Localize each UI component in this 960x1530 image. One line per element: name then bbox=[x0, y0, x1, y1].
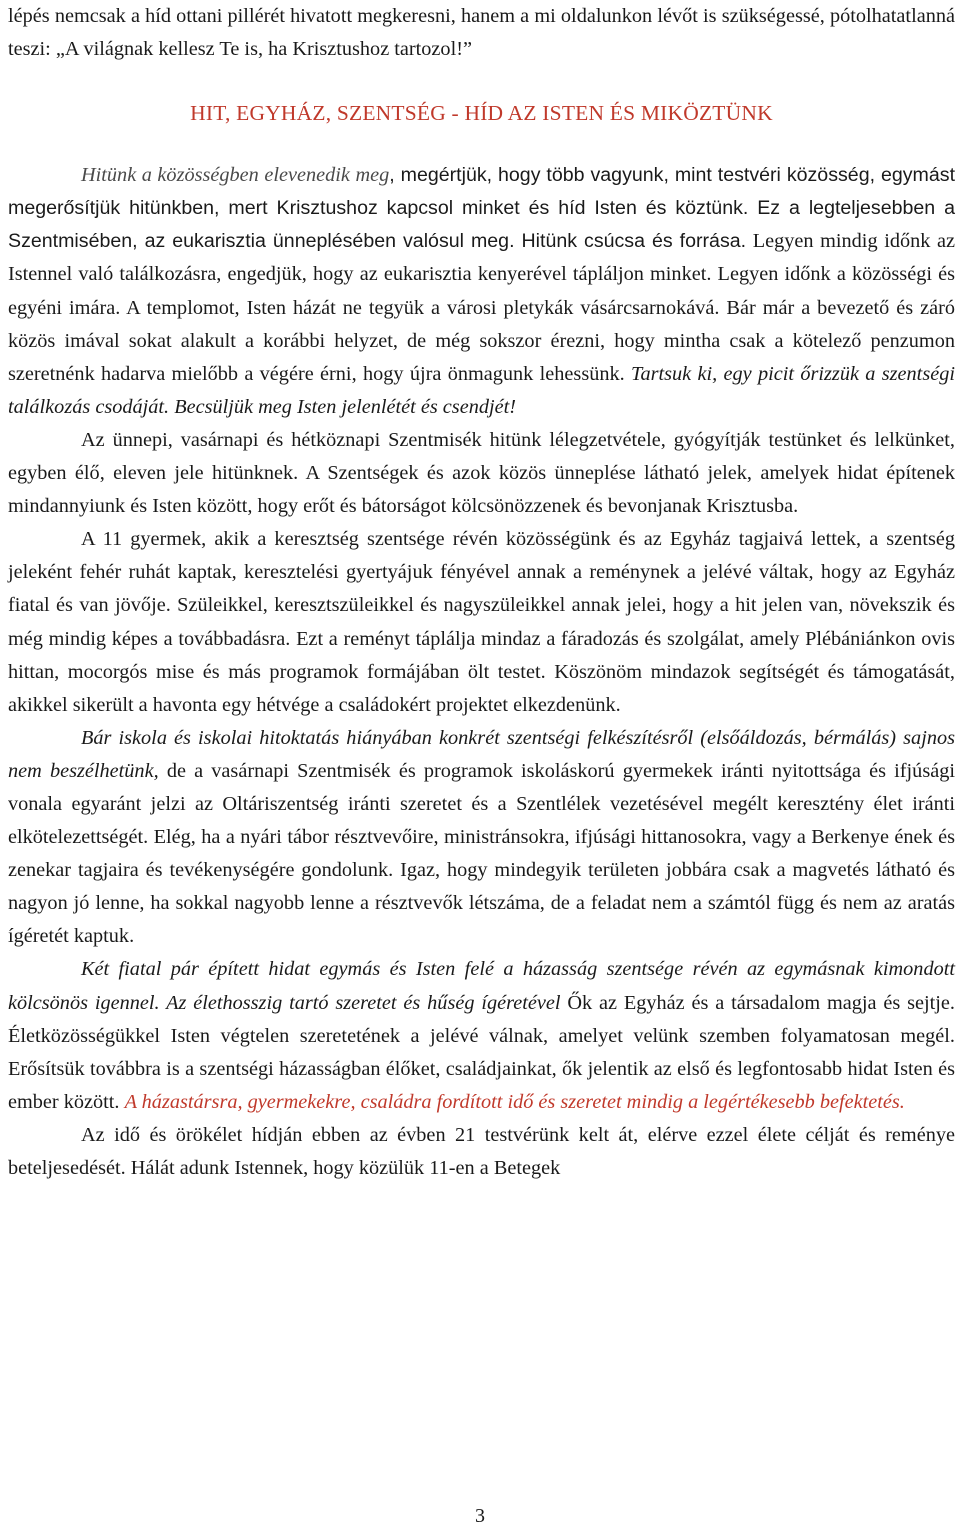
paragraph-text: Az idő és örökélet hídján ebben az évben 21 testvérünk kelt át, elérve ezzel élete célját és reménye beteljesedését. Hálát adunk Istennek, hogy közülük 11-en a Betegek bbox=[8, 1123, 955, 1179]
paragraph-text: Legyen mindig időnk az Istennel való találkozásra, engedjük, hogy az eukarisztia kenyerével tápláljon minket. Legyen időnk a közösségi és egyéni imára. A templomot, Isten házát ne tegyük a városi pletykák vásárcsarnokává. bbox=[8, 230, 956, 319]
paragraph-text: Ők az Egyház és a társadalom magja és sejtje. Életközösségükkel Isten végtelen szeretetének a jelévé válnak, amelyet velünk szemben folyamatosan megél. Erősítsük továbbra is a szentségi házasságban élőket, családjainkat, ők jelentik az első és legfontosabb hidat Isten és ember között. bbox=[8, 991, 955, 1113]
highlighted-phrase: A házastársra, gyermekekre, családra fordított idő és szeretet mindig a legértékesebb befektetés. bbox=[124, 1090, 905, 1113]
paragraph-baptism bbox=[8, 523, 955, 722]
paragraph-marriage bbox=[8, 953, 955, 1118]
paragraph-text: A 11 gyermek, akik a keresztség szentsége révén közösségünk és az Egyház tagjaivá lettek, a szentség jeleként fehér ruhát kaptak, keresztelési gyertyájuk fényével annak a reménynek a jelévé váltak, hogy az Egyház fiatal és van jövője. Szüleikkel, keresztszüleikkel és nagyszüleikkel annak jelei, hogy a hit jelen van, növekszik és még mindig képes a továbbadásra. Ezt a reményt táplálja mindaz a fáradozás és szolgálat, amely Plébániánkon ovis hittan, mocorgós mise és más programok formájában ölt testet. Köszönöm mindazok segítségét és támogatását, akikkel sikerült a havonta egy hétvége a családokért projektet elkezdenünk. bbox=[8, 528, 955, 716]
paragraph-text: Az ünnepi, vasárnapi és hétköznapi Szentmisék hitünk lélegzetvétele, gyógyítják testünket és lelkünket, egyben élő, eleven jele hitünknek. A Szentségek és azok közös ünneplése látható jelek, amelyek hidat építenek mindannyiunk és Isten között, hogy erőt és bátorságot kölcsönözzenek és bevonjanak Krisztusba. bbox=[8, 428, 955, 518]
paragraph-faith-community bbox=[8, 159, 955, 424]
paragraph-text: lépés nemcsak a híd ottani pillérét hivatott megkeresni, hanem a mi oldalunkon lévőt is szükségessé, pótolhatatlanná teszi: „A világnak kellesz Te is, ha Krisztushoz tartozol!” bbox=[8, 5, 955, 61]
paragraph-youth bbox=[8, 722, 955, 954]
paragraph-text: , megértjük, hogy több vagyunk, mint testvéri közösség, egymást megerősítjük hitünkben, mert Krisztushoz kapcsol minket és híd Isten és köztünk. Ez a legteljesebben a Szentmisében, az eukarisztia ünneplésében valósul meg. Hitünk csúcsa és forrása. bbox=[8, 164, 956, 253]
page-number: 3 bbox=[475, 1505, 485, 1527]
paragraph-deceased bbox=[8, 1119, 955, 1185]
paragraph-text: de a vasárnapi Szentmisék és programok iskoláskorú gyermekek iránti nyitottsága és ifjúsági vonala egyaránt jelzi az Oltáriszentség iránti szeretet és a Szentlélek vezetésével megélt keresztény élet iránti elkötelezettségét. Elég, ha a nyári tábor résztvevőire, ministránsokra, ifjúsági hittanosokra, vagy a Berkenye ének és zenekar tagjaira és tevékenységére gondolunk. Igaz, hogy mindegyik területen jobbára csak a magvetés látható és nagyon jó lenne, ha sokkal nagyobb lenne a résztvevők létszáma, de a feladat nem a számtól függ és nem az aratás ígéretét kaptuk. bbox=[8, 759, 955, 948]
document-page bbox=[8, 0, 955, 1185]
italic-phrase: Tartsuk ki, egy picit őrizzük a szentségi találkozás csodáját. Becsüljük meg Isten jelenlétét és csendjét! bbox=[8, 362, 955, 418]
italic-phrase: Bár iskola és iskolai hitoktatás hiányában konkrét szentségi felkészítésről (elsőáldozás, bérmálás) sajnos nem beszélhetünk, bbox=[8, 726, 955, 782]
section-heading: HIT, EGYHÁZ, SZENTSÉG - HÍD AZ ISTEN ÉS MIKÖZTÜNK bbox=[190, 101, 773, 126]
paragraph-text: Bár már a bevezető és záró közös imával sokat alakult a korábbi helyzet, de még sokszor érezni, hogy mintha csak a kötelező penzumon szeretnénk hadarva mielőbb a végére érni, hogy újra önmagunk lehessünk. bbox=[8, 296, 955, 385]
italic-phrase: Két fiatal pár épített hidat egymás és Isten felé a házasság szentsége révén az egymásnak kimondott kölcsönös igennel. Az élethosszig tartó szeretet és hűség ígéretével bbox=[8, 958, 955, 1014]
italic-phrase: Hitünk a közösségben elevenedik meg bbox=[81, 164, 390, 187]
paragraph-continuation bbox=[8, 0, 955, 66]
paragraph-holy-mass bbox=[8, 424, 955, 523]
